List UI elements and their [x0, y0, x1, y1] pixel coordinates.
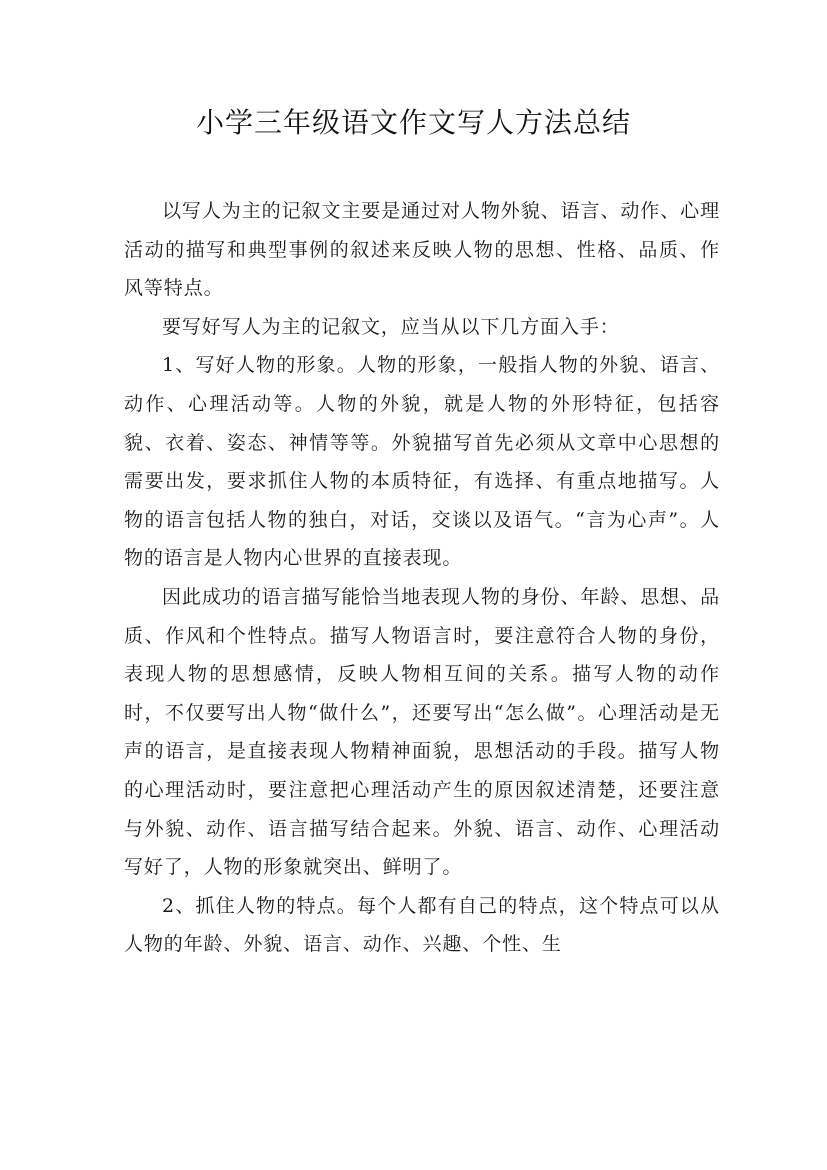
paragraph-lead-in: 要写好写人为主的记叙文，应当从以下几方面入手： [162, 315, 620, 338]
document-body [124, 192, 720, 964]
paragraph-intro: 以写人为主的记叙文主要是通过对人物外貌、语言、动作、心理活动的描写和典型事例的叙述来反映人物的思想、性格、品质、作风等特点。 [124, 200, 720, 300]
document-title: 小学三年级语文作文写人方法总结 [195, 106, 631, 139]
paragraph-point-2: 2、抓住人物的特点。每个人都有自己的特点，这个特点可以从人物的年龄、外貌、语言、动作、兴趣、个性、生 [124, 894, 720, 956]
paragraph-point-1-continued: 因此成功的语言描写能恰当地表现人物的身份、年龄、思想、品质、作风和个性特点。描写人物语言时，要注意符合人物的身份，表现人物的思想感情，反映人物相互间的关系。描写人物的动作时，不仅要写出人物“做什么”，还要写出“怎么做”。心理活动是无声的语言，是直接表现人物精神面貌，思想活动的手段。描写人物的心理活动时，要注意把心理活动产生的原因叙述清楚，还要注意与外貌、动作、语言描写结合起来。外貌、语言、动作、心理活动写好了，人物的形象就突出、鲜明了。 [124, 585, 720, 879]
paragraph-point-1: 1、写好人物的形象。人物的形象，一般指人物的外貌、语言、动作、心理活动等。人物的外貌，就是人物的外形特征，包括容貌、衣着、姿态、神情等等。外貌描写首先必须从文章中心思想的需要出发，要求抓住人物的本质特征，有选择、有重点地描写。人物的语言包括人物的独白，对话，交谈以及语气。“言为心声”。人物的语言是人物内心世界的直接表现。 [124, 354, 720, 570]
